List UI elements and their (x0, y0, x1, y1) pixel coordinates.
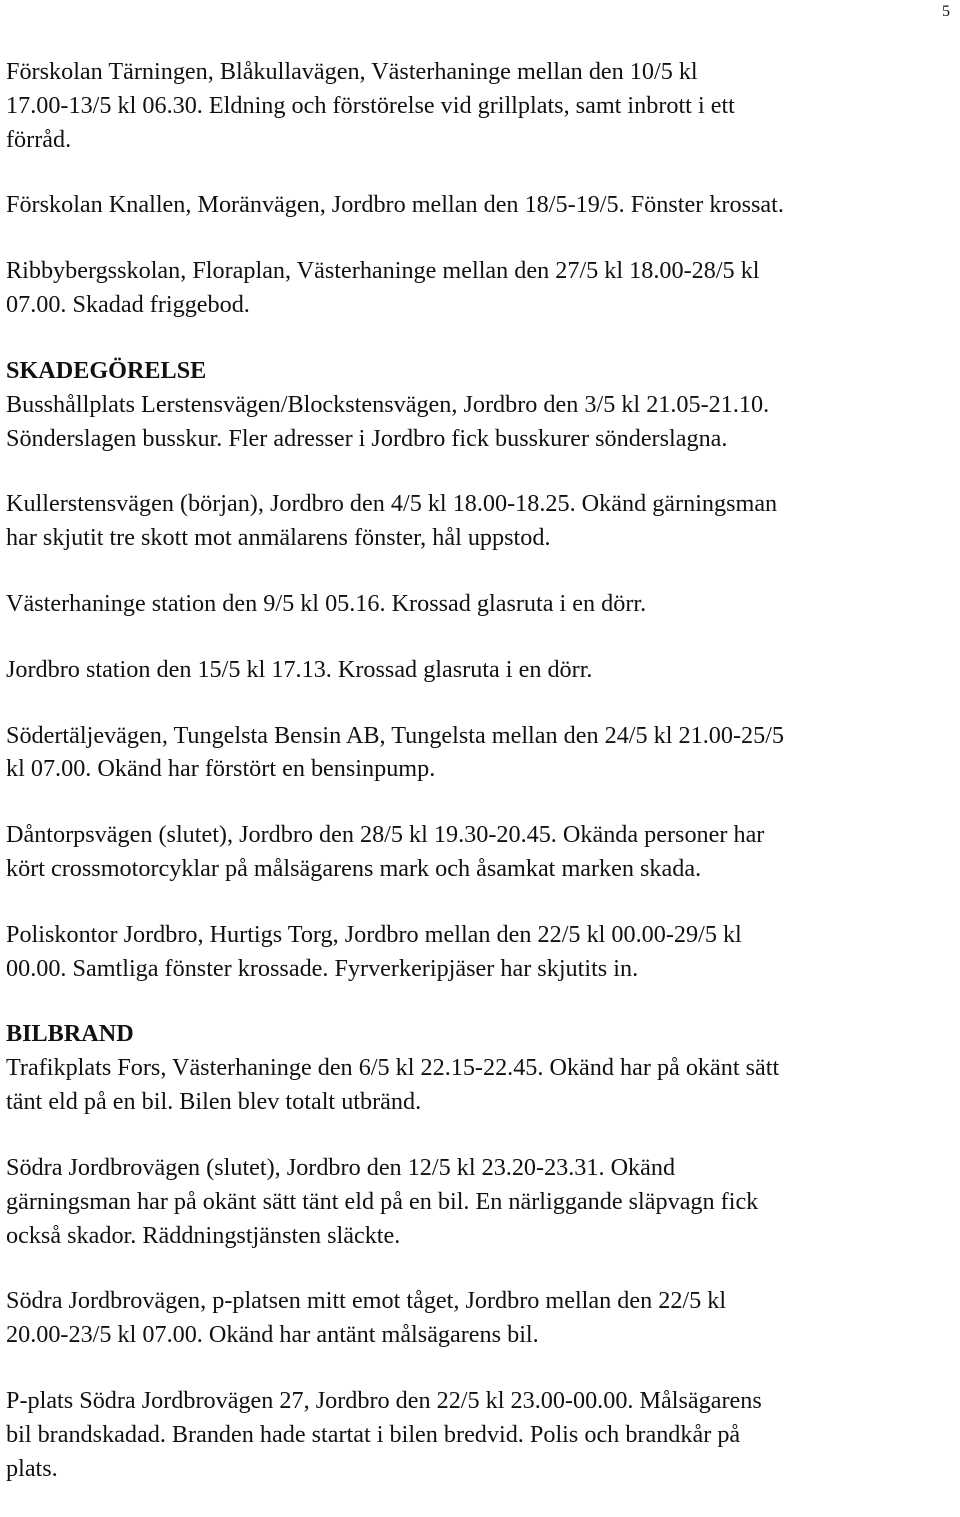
section-heading: SKADEGÖRELSE (6, 356, 207, 384)
incident-paragraph: Södra Jordbrovägen, p-platsen mitt emot tåget, Jordbro mellan den 22/5 kl 20.00-23/5 kl 07.00. Okänd har antänt målsägarens bil. (6, 1287, 727, 1349)
incident-paragraph: Dåntorpsvägen (slutet), Jordbro den 28/5 kl 19.30-20.45. Okända personer har kört crossmotorcyklar på målsägarens mark och åsamkat marken skada. (6, 821, 765, 882)
incident-paragraph: Poliskontor Jordbro, Hurtigs Torg, Jordbro mellan den 22/5 kl 00.00-29/5 kl 00.00. Samtliga fönster krossade. Fyrverkeripjäser har skjutits in. (6, 920, 742, 982)
incident-paragraph: Ribbybergsskolan, Floraplan, Västerhaninge mellan den 27/5 kl 18.00-28/5 kl 07.00. Skadad friggebod. (6, 257, 760, 318)
incident-paragraph: Södra Jordbrovägen (slutet), Jordbro den 12/5 kl 23.20-23.31. Okänd gärningsman har på okänt sätt tänt eld på en bil. En närliggande släpvagn fick också skador. Räddningstjänsten släckte. (6, 1153, 759, 1249)
incident-paragraph: Västerhaninge station den 9/5 kl 05.16. Krossad glasruta i en dörr. (6, 589, 647, 617)
section-skadegorelse (6, 354, 956, 986)
incident-paragraph: Busshållplats Lerstensvägen/Blockstensvägen, Jordbro den 3/5 kl 21.05-21.10. Sönderslagen busskur. Fler adresser i Jordbro fick busskurer sönderslagna. (6, 390, 770, 452)
incident-paragraph: Jordbro station den 15/5 kl 17.13. Krossad glasruta i en dörr. (6, 655, 593, 683)
incident-paragraph: Södertäljevägen, Tungelsta Bensin AB, Tungelsta mellan den 24/5 kl 21.00-25/5 kl 07.00. Okänd har förstört en bensinpump. (6, 721, 785, 783)
incident-paragraph: Förskolan Tärningen, Blåkullavägen, Västerhaninge mellan den 10/5 kl 17.00-13/5 kl 06.30. Eldning och förstörelse vid grillplats, samt inbrott i ett förråd. (6, 58, 735, 153)
incident-paragraph: Kullerstensvägen (början), Jordbro den 4/5 kl 18.00-18.25. Okänd gärningsman har skjutit tre skott mot anmälarens fönster, hål uppstod. (6, 490, 778, 552)
incident-paragraph: Förskolan Knallen, Moränvägen, Jordbro mellan den 18/5-19/5. Fönster krossat. (6, 191, 784, 219)
section-heading: BILBRAND (6, 1020, 134, 1048)
incident-paragraph: Trafikplats Fors, Västerhaninge den 6/5 kl 22.15-22.45. Okänd har på okänt sätt tänt eld på en bil. Bilen blev totalt utbränd. (6, 1054, 780, 1116)
page-number: 5 (942, 3, 950, 20)
document-body (6, 55, 956, 1517)
section-bilbrand (6, 1017, 956, 1485)
incident-paragraph: P-plats Södra Jordbrovägen 27, Jordbro den 22/5 kl 23.00-00.00. Målsägarens bil brandskadad. Branden hade startat i bilen bredvid. Polis och brandkår på plats. (6, 1386, 762, 1482)
